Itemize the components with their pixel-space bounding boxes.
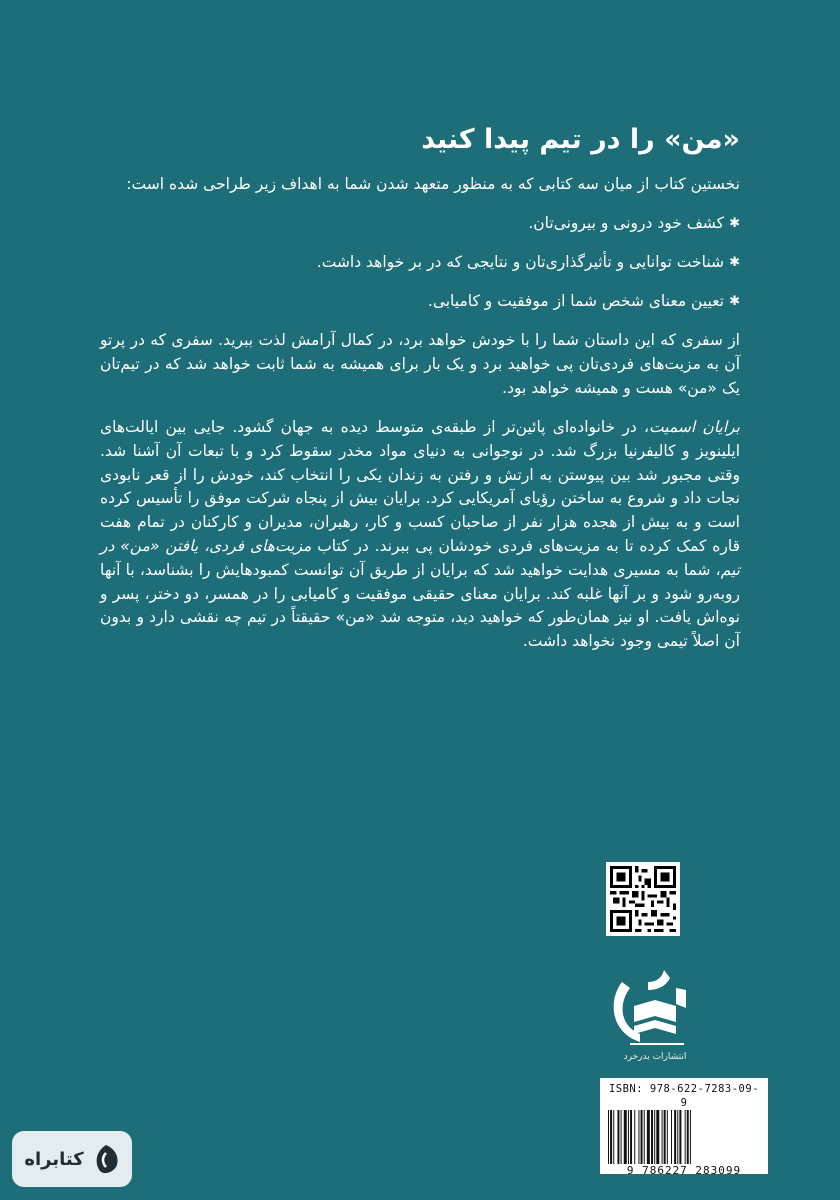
book-title-inline: مزیت‌های فردی، یافتن «من» در تیم xyxy=(100,536,740,579)
isbn-label: ISBN: 978-622-7283-09-9 xyxy=(608,1083,760,1109)
bullet-star-icon: ✱ xyxy=(729,255,740,270)
publisher-logo xyxy=(600,960,710,1070)
intro-paragraph: نخستین کتاب از میان سه کتابی که به منظور متعهد شدن شما به اهداف زیر طراحی شده است: xyxy=(126,175,740,193)
bullet-star-icon: ✱ xyxy=(729,216,740,231)
isbn-barcode xyxy=(600,1078,768,1177)
barcode-digits: 9 786227 283099 xyxy=(626,1164,742,1177)
watermark-text: کتابراه xyxy=(24,1148,84,1170)
qr-code-icon xyxy=(610,866,676,932)
publisher-name: انتشارات بدرخرد xyxy=(623,1052,687,1062)
ketabrah-leaf-icon xyxy=(92,1143,120,1175)
publisher-book-emblem-icon xyxy=(600,960,710,1050)
author-name: برایان اسمیت xyxy=(649,418,741,436)
bullet-star-icon: ✱ xyxy=(729,294,740,309)
goal-item: ✱ تعیین معنای شخص شما از موفقیت و کامیابی. xyxy=(100,289,740,314)
barcode-icon xyxy=(606,1110,762,1164)
watermark-badge xyxy=(12,1131,132,1187)
cover-text-block xyxy=(100,122,740,670)
journey-paragraph: از سفری که این داستان شما را با خودش خواهد برد، در کمال آرامش لذت ببرید. سفری که در پرتو آن به مزیت‌های فردی‌تان پی خواهید برد و یک بار برای همیشه به شما ثابت خواهد شد که در تیم‌تان یک «من» هست و همیشه خواهد بود. xyxy=(100,331,740,397)
cover-title: «من» را در تیم پیدا کنید xyxy=(421,124,740,155)
goal-item: ✱ شناخت توانایی و تأثیرگذاری‌تان و نتایجی که در بر خواهد داشت. xyxy=(100,250,740,275)
author-bio-paragraph: برایان اسمیت، در خانواده‌ای پائین‌تر از طبقه‌ی متوسط دیده به جهان گشود. جایی بین ایالت‌های ایلینویز و کالیفرنیا بزرگ شد. در نوجوانی به دنیای مواد مخدر سقوط کرد و با تبعات آن آشنا شد. وقتی مجبور شد بین پیوستن به ارتش و رفتن به زندان یکی را انتخاب کند، خودش را از قعر نابودی نجات داد و شروع به ساختن رؤیای آمریکایی کرد. برایان بیش از پنجاه شرکت موفق را تأسیس کرده است و به بیش از هجده هزار نفر از صاحبان کسب و کار، رهبران، مدیران و کارکنان در تمام هفت قاره کمک کرده تا به مزیت‌های فردی خودشان پی ببرند. در کتاب مزیت‌های فردی، یافتن «من» در تیم، شما به مسیری هدایت خواهید شد که برایان از طریق آن توانست کمبودهایش را بشناسد، با آنها روبه‌رو شود و بر آنها غلبه کند. برایان معنای حقیقی موفقیت و کامیابی را در همسر، دو دختر، پسر و نوه‌اش یافت. او نیز همان‌طور که خواهید دید، متوجه شد «من» حقیقتاً در تیم چه نقشی دارد و بدون آن اصلاً تیمی وجود نخواهد داشت. xyxy=(100,418,741,651)
goal-item: ✱ کشف خود درونی و بیرونی‌تان. xyxy=(100,211,740,236)
goals-list xyxy=(100,211,740,314)
qr-code xyxy=(606,862,680,936)
